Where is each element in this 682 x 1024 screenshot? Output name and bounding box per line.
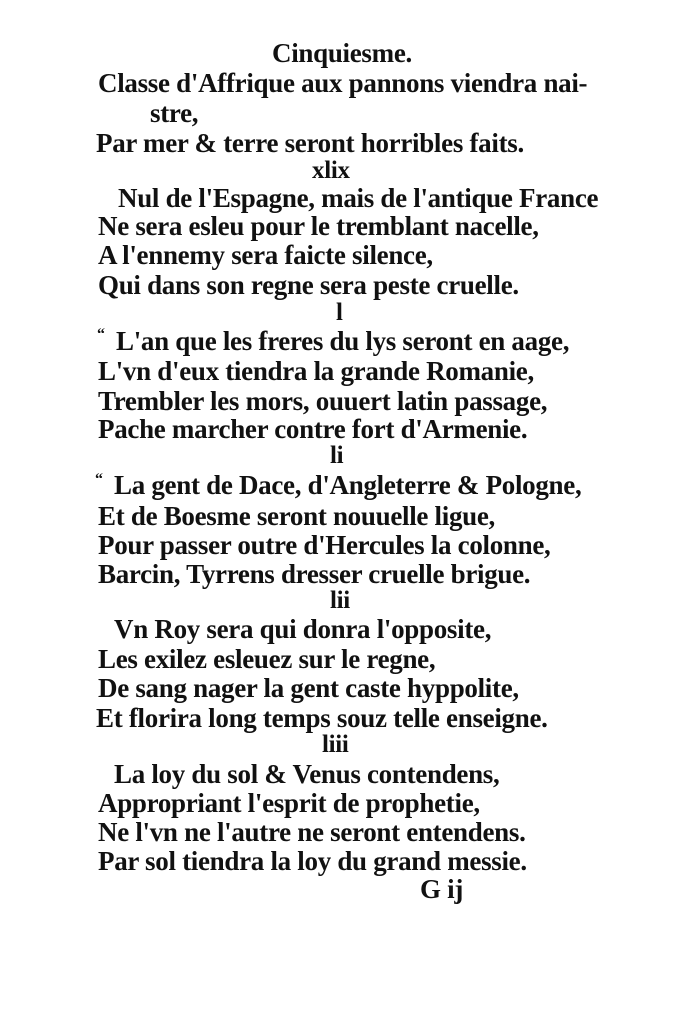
verse-line: La loy du sol & Venus contendens,: [114, 759, 500, 789]
quatrain-number: xlix: [312, 157, 350, 184]
paragraph-mark: “: [95, 471, 103, 488]
verse-line: Ne l'vn ne l'autre ne seront entendens.: [98, 817, 526, 847]
paragraph-mark: “: [97, 326, 105, 343]
verse-line: Trembler les mors, ouuert latin passage,: [98, 386, 548, 416]
verse-line: Et de Boesme seront nouuelle ligue,: [98, 501, 495, 531]
verse-line: Et florira long temps souz telle enseigne.: [96, 703, 548, 733]
verse-line: A l'ennemy sera faicte silence,: [98, 240, 433, 270]
verse-line: Barcin, Tyrrens dresser cruelle brigue.: [98, 559, 531, 589]
verse-line: Classe d'Affrique aux pannons viendra nai-: [98, 68, 588, 98]
verse-line: De sang nager la gent caste hyppolite,: [98, 673, 519, 703]
verse-line: L'an que les freres du lys seront en aage,: [116, 326, 570, 356]
verse-line: stre,: [150, 98, 199, 128]
verse-line: La gent de Dace, d'Angleterre & Pologne,: [114, 470, 582, 500]
quatrain-number: lii: [330, 587, 350, 614]
quatrain-number: li: [330, 442, 344, 469]
verse-line: Nul de l'Espagne, mais de l'antique France: [118, 183, 599, 213]
verse-line: Qui dans son regne sera peste cruelle.: [98, 270, 519, 300]
verse-line: Par mer & terre seront horribles faits.: [96, 128, 524, 158]
verse-line: Appropriant l'esprit de prophetie,: [98, 788, 480, 818]
running-head: Cinquiesme.: [272, 38, 412, 68]
verse-line: Vn Roy sera qui donra l'opposite,: [114, 614, 492, 644]
signature-mark: G ij: [420, 874, 464, 904]
verse-line: Pour passer outre d'Hercules la colonne,: [98, 530, 551, 560]
verse-line: Les exilez esleuez sur le regne,: [98, 644, 436, 674]
quatrain-number: liii: [322, 731, 349, 758]
verse-line: Par sol tiendra la loy du grand messie.: [98, 846, 527, 876]
quatrain-number: l: [336, 299, 343, 326]
verse-line: Pache marcher contre fort d'Armenie.: [98, 414, 528, 444]
verse-line: L'vn d'eux tiendra la grande Romanie,: [98, 356, 534, 386]
verse-line: Ne sera esleu pour le tremblant nacelle,: [98, 211, 539, 241]
